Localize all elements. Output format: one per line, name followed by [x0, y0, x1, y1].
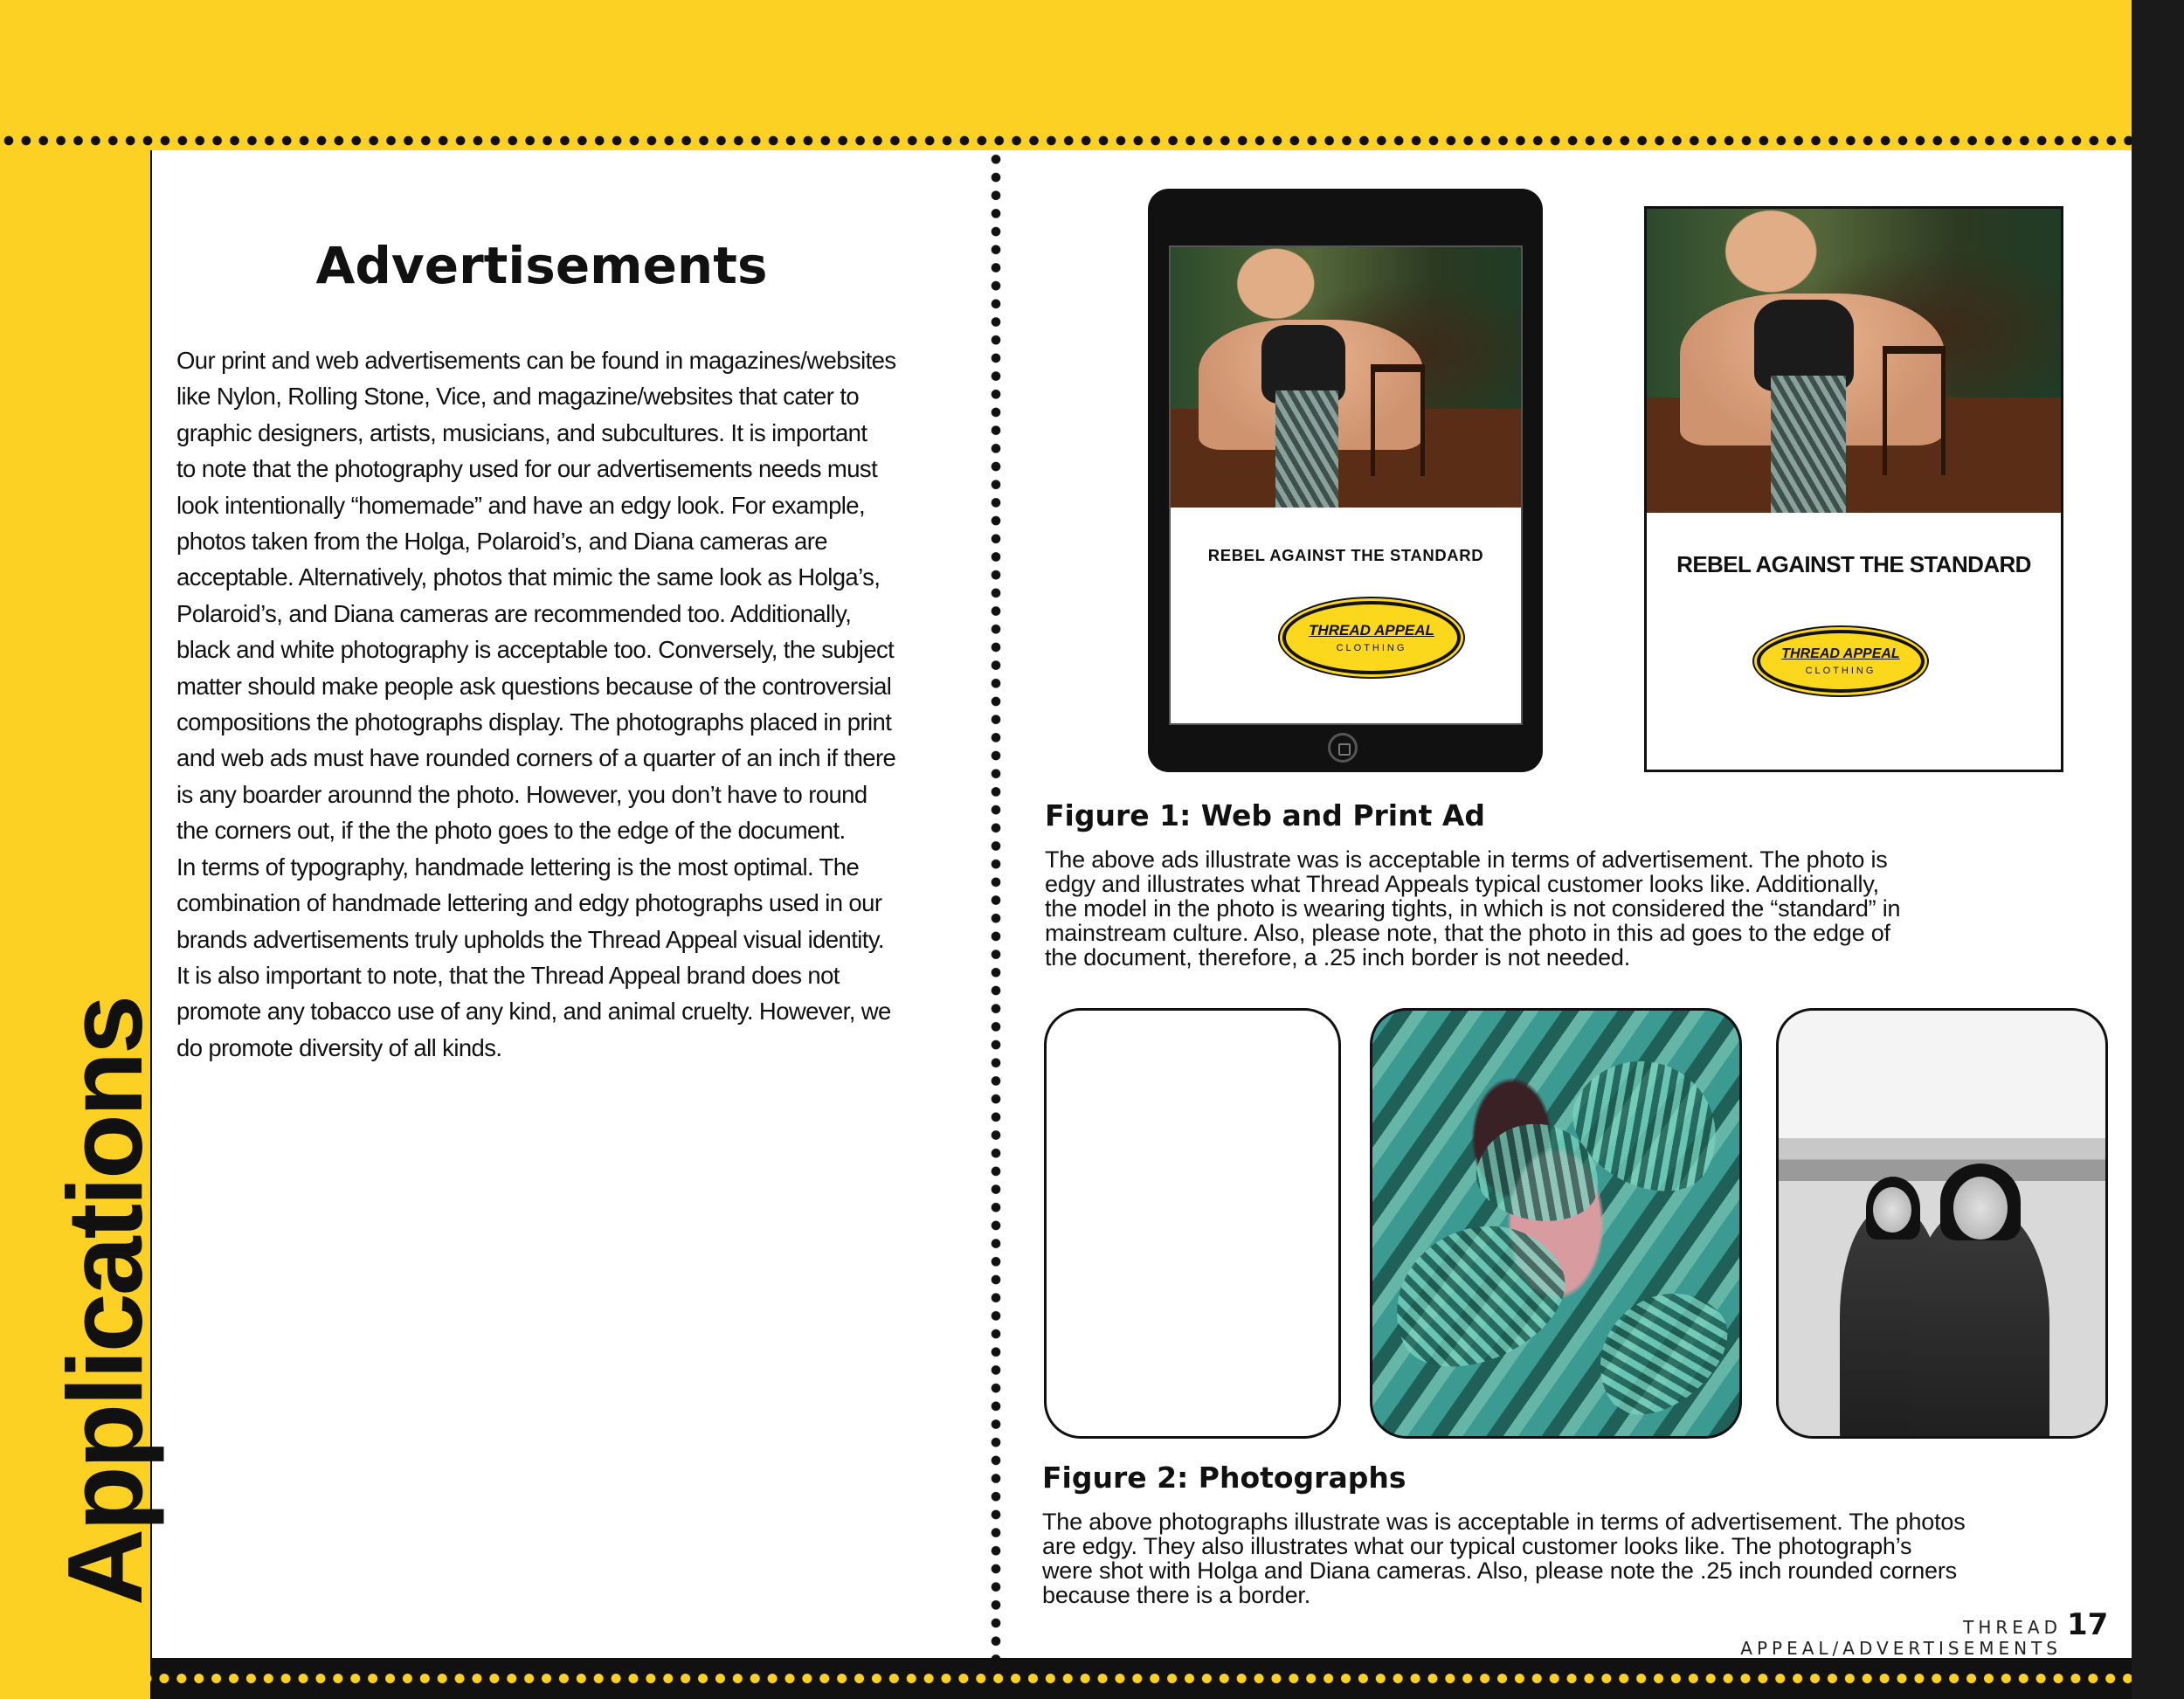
photo-placeholder-blank	[1044, 1008, 1341, 1439]
top-dotted-border	[0, 131, 2132, 150]
ad-tagline: REBEL AGAINST THE STANDARD	[1676, 551, 2031, 577]
ad-photo	[1171, 247, 1521, 508]
figure1-heading: Figure 1: Web and Print Ad	[1045, 798, 1486, 832]
logo-sub: CLOTHING	[1805, 666, 1876, 676]
page-number: 17	[2067, 1607, 2109, 1642]
figure2-heading: Figure 2: Photographs	[1042, 1461, 1406, 1495]
bottom-dotted-strip	[150, 1658, 2132, 1699]
ad-photo	[1647, 209, 2061, 513]
section-label: Applications	[45, 997, 164, 1606]
brand-logo	[1757, 630, 1925, 693]
footer-running-title: THREAD APPEAL/ADVERTISEMENTS	[1740, 1617, 2062, 1659]
print-ad	[1644, 206, 2063, 772]
right-black-bar	[2132, 0, 2184, 1699]
figure2-text: The above photographs illustrate was is acceptable in terms of advertisement. The photos are edgy. They also illustrates what our typical customer looks like. The photograph’s were shot with Holga and Diana cameras. Also, please note the .25 inch rounded corners because there is a border.	[1042, 1509, 1966, 1608]
web-ad-tablet	[1148, 189, 1543, 772]
ad-tagline: REBEL AGAINST THE STANDARD	[1207, 546, 1484, 564]
photo-black-white-portrait	[1776, 1008, 2108, 1439]
tablet-screen	[1169, 245, 1523, 725]
brand-logo	[1282, 601, 1461, 674]
body-text: Our print and web advertisements can be found in magazines/websites like Nylon, Rolling Stone, Vice, and magazine/websites that cater to graphic designers, artists, musicians, and subcultures. It is important to note that the photography used for our advertisements needs must look intentionally “homemade” and have an edgy look. For example, photos taken from the Holga, Polaroid’s, and Diana cameras are acceptable. Alternatively, photos that mimic the same look as Holga’s, Polaroid’s, and Diana cameras are recommended too. Additionally, black and white photography is acceptable too. Conversely, the subject matter should make people ask questions because of the controversial compositions the photographs display. The photographs placed in print and web ads must have rounded corners of a quarter of an inch if there is any boarder arounnd the photo. However, you don’t have to round the corners out, if the the photo goes to the edge of the document. In terms of typography, handmade lettering is the most optimal. The combination of handmade lettering and edgy photographs used in our brands advertisements truly upholds the Thread Appeal visual identity. It is also important to note, that the Thread Appeal brand does not promote any tobacco use of any kind, and animal cruelty. However, we do promote diversity of all kinds.	[176, 347, 896, 1061]
page-title: Advertisements	[315, 236, 768, 295]
logo-name: THREAD APPEAL	[1781, 646, 1900, 661]
logo-name: THREAD APPEAL	[1309, 622, 1434, 639]
logo-sub: CLOTHING	[1336, 643, 1407, 653]
figure1-text: The above ads illustrate was is acceptable in terms of advertisement. The photo is edgy and illustrates what Thread Appeals typical customer looks like. Additionally, the model in the photo is wearing tights, in which is not considered the “standard” in mainstream culture. Also, please note, that the photo in this ad goes to the edge of the document, therefore, a .25 inch border is not needed.	[1045, 846, 1901, 970]
photo-green-leaves	[1370, 1008, 1742, 1439]
top-yellow-band	[0, 0, 2184, 131]
center-dotted-divider	[987, 150, 1005, 1658]
home-button-icon	[1328, 733, 1358, 763]
